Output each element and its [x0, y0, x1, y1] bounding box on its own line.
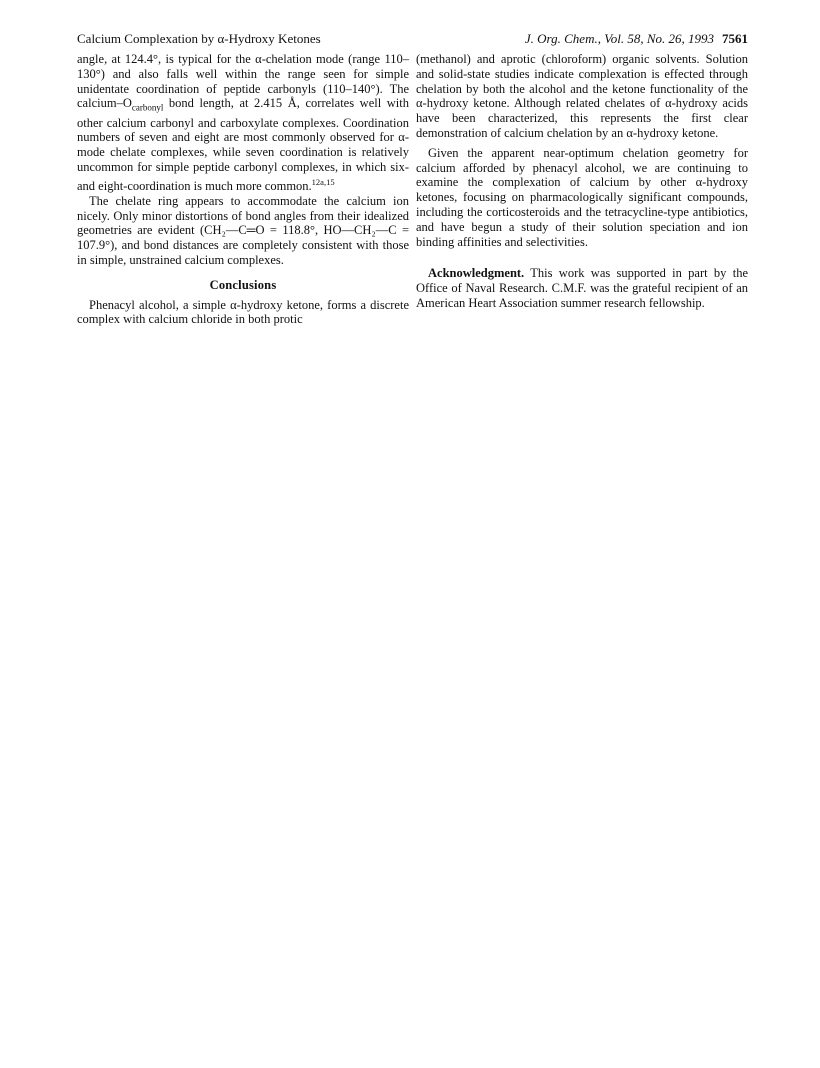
running-head-citation: [525, 30, 748, 48]
paragraph-bond-angles: [77, 52, 409, 194]
paragraph-text: angle, at 124.4°, is typical for the α-chelation mode (range 110–130°) and also falls well within the range seen for simple unidentate coordination of peptide carbonyls (110–140°). The calcium–O: [77, 52, 409, 111]
running-head-title: Calcium Complexation by α-Hydroxy Ketones: [77, 31, 321, 46]
paragraph-future-work: Given the apparent near-optimum chelation geometry for calcium afforded by phenacyl alcohol, we are continuing to examine the complexation of calcium by other α-hydroxy ketones, focusing on pharmacologically significant compounds, including the corticosteroids and the tetracycline-type antibiotics, and have begun a study of their solution speciation and ion binding affinities and selectivities.: [416, 145, 748, 249]
acknowledgment-label: Acknowledgment.: [428, 266, 525, 281]
acknowledgment-paragraph: [416, 266, 748, 310]
right-column: [416, 52, 748, 311]
paragraph-conclusions: Phenacyl alcohol, a simple α-hydroxy ketone, forms a discrete complex with calcium chloride in both protic: [77, 297, 409, 327]
left-column: [77, 52, 409, 327]
reference-superscript: 12a,15: [311, 176, 335, 187]
page-number: 7561: [722, 31, 748, 46]
conclusions-heading: Conclusions: [209, 277, 277, 292]
acknowledgment-text: This work was supported in part by the Office of Naval Research. C.M.F. was the grateful recipient of an American Heart Association summer research fellowship.: [416, 266, 748, 310]
subscript-carbonyl: carbonyl: [131, 102, 164, 113]
paragraph-text-continued: bond length, at 2.415 Å, correlates well with other calcium carbonyl and carboxylate complexes. Coordination numbers of seven and eight are most commonly observed for α-mode chelate complexes, while seven coordination is relatively uncommon for simple peptide carbonyl complexes, in which six- and eight-coordination is much more common.: [77, 96, 409, 194]
paragraph-chelate-ring: The chelate ring appears to accommodate the calcium ion nicely. Only minor distortions of bond angles from their idealized geometries are evident (CH₂—C═O = 118.8°, HO—CH₂—C = 107.9°), and bond distances are completely consistent with those in simple, unstrained calcium complexes.: [77, 193, 409, 268]
running-head: [77, 30, 748, 48]
paragraph-solvents: (methanol) and aprotic (chloroform) organic solvents. Solution and solid-state studies indicate complexation is effected through chelation by both the alcohol and the ketone functionality of the α-hydroxy ketone. Although related chelates of α-hydroxy acids have been characterized, this represents the first clear demonstration of calcium chelation by an α-hydroxy ketone.: [416, 52, 748, 140]
journal-citation: J. Org. Chem., Vol. 58, No. 26, 1993: [524, 31, 714, 46]
